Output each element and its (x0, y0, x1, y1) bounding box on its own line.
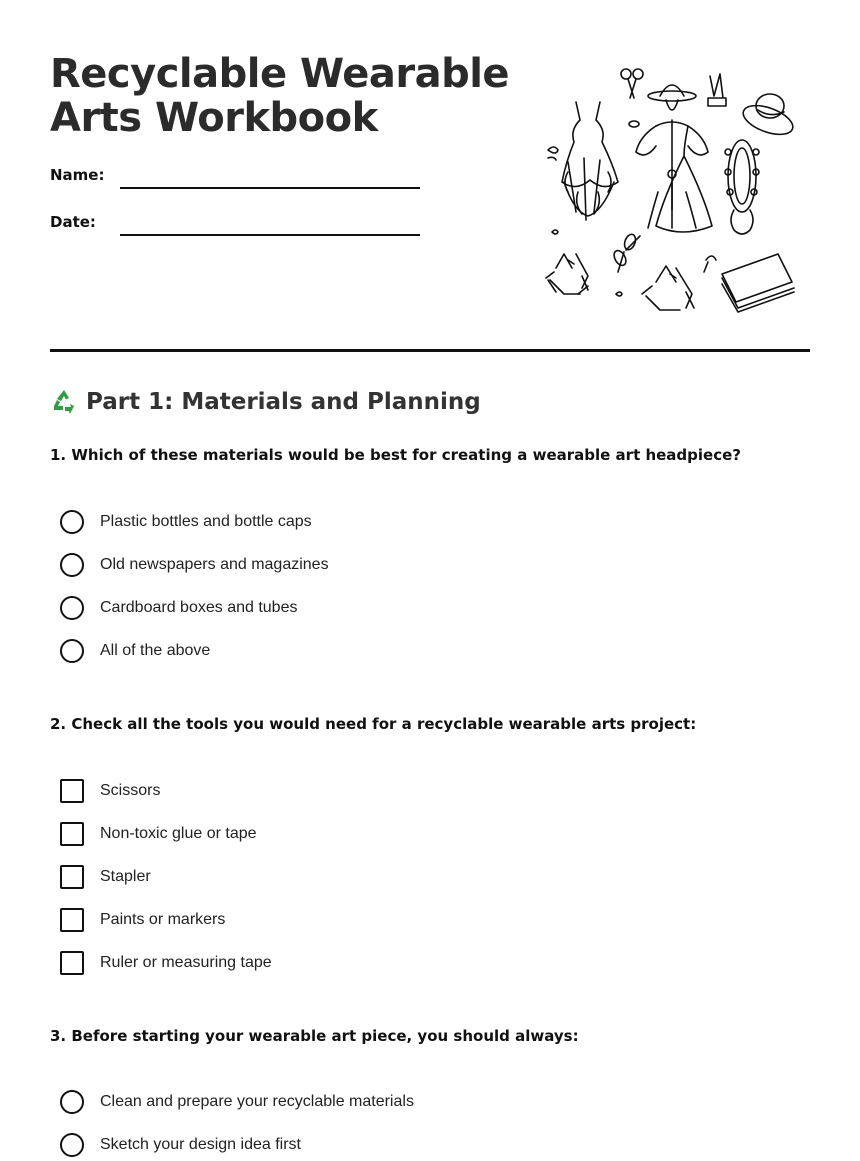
radio-button[interactable] (60, 596, 84, 620)
recycle-symbol-icon (546, 254, 588, 294)
q3-option[interactable] (60, 1132, 301, 1158)
checkbox[interactable] (60, 822, 84, 846)
q2-option[interactable] (60, 864, 151, 890)
radio-button[interactable] (60, 510, 84, 534)
part-1-heading (50, 388, 481, 416)
leaf-dress-icon (562, 102, 618, 220)
q2-option[interactable] (60, 907, 225, 933)
q1-option[interactable] (60, 552, 329, 578)
q1-option[interactable] (60, 595, 297, 621)
question-1: 1. Which of these materials would be best for creating a wearable art headpiece? (50, 446, 741, 464)
header-divider (50, 349, 810, 352)
question-2: 2. Check all the tools you would need for a recyclable wearable arts project: (50, 715, 697, 733)
title-line-2: Arts Workbook (50, 95, 378, 141)
q1-option[interactable] (60, 509, 312, 535)
date-label: Date: (50, 213, 96, 231)
option-label: Ruler or measuring tape (100, 954, 272, 971)
option-label: All of the above (100, 642, 211, 659)
q2-option[interactable] (60, 950, 272, 976)
radio-button[interactable] (60, 1090, 84, 1114)
radio-button[interactable] (60, 639, 84, 663)
option-label: Plastic bottles and bottle caps (100, 513, 312, 530)
option-label: Cardboard boxes and tubes (100, 599, 298, 616)
plume-icon (708, 74, 726, 106)
heart-doodle-icon (552, 230, 558, 234)
title-line-1: Recyclable Wearable (50, 51, 510, 97)
option-label: Non-toxic glue or tape (100, 825, 257, 842)
flower-doodle-icon (704, 256, 716, 272)
q2-option[interactable] (60, 821, 257, 847)
option-label: Stapler (100, 868, 151, 885)
checkbox[interactable] (60, 779, 84, 803)
radio-button[interactable] (60, 1133, 84, 1157)
scissors-icon (621, 69, 643, 98)
mannequin-dress-icon (636, 85, 712, 232)
name-label: Name: (50, 166, 105, 184)
option-label: Scissors (100, 782, 161, 799)
heart-doodle-icon (616, 292, 622, 296)
option-label: Old newspapers and magazines (100, 556, 329, 573)
q3-option[interactable] (60, 1089, 414, 1115)
checkbox[interactable] (60, 951, 84, 975)
checkbox[interactable] (60, 908, 84, 932)
bead-necklace-icon (725, 140, 759, 234)
recycle-symbol-large-icon (642, 266, 694, 310)
flower-icon (548, 147, 558, 160)
scissors-small-icon (612, 233, 640, 272)
checkbox[interactable] (60, 865, 84, 889)
date-input-line[interactable] (120, 234, 420, 236)
q2-option[interactable] (60, 778, 160, 804)
workbook-title (50, 52, 510, 140)
part-1-title: Part 1: Materials and Planning (86, 389, 481, 415)
option-label: Clean and prepare your recyclable materials (100, 1093, 414, 1110)
wearable-arts-illustration (538, 62, 800, 314)
radio-button[interactable] (60, 553, 84, 577)
option-label: Paints or markers (100, 911, 226, 928)
q1-option[interactable] (60, 638, 210, 664)
hat-icon (739, 94, 796, 140)
recycle-icon (50, 388, 78, 416)
name-input-line[interactable] (120, 187, 420, 189)
question-3: 3. Before starting your wearable art piece, you should always: (50, 1027, 579, 1045)
paper-stack-icon (722, 254, 794, 312)
option-label: Sketch your design idea first (100, 1136, 301, 1153)
eye-icon (629, 121, 639, 127)
